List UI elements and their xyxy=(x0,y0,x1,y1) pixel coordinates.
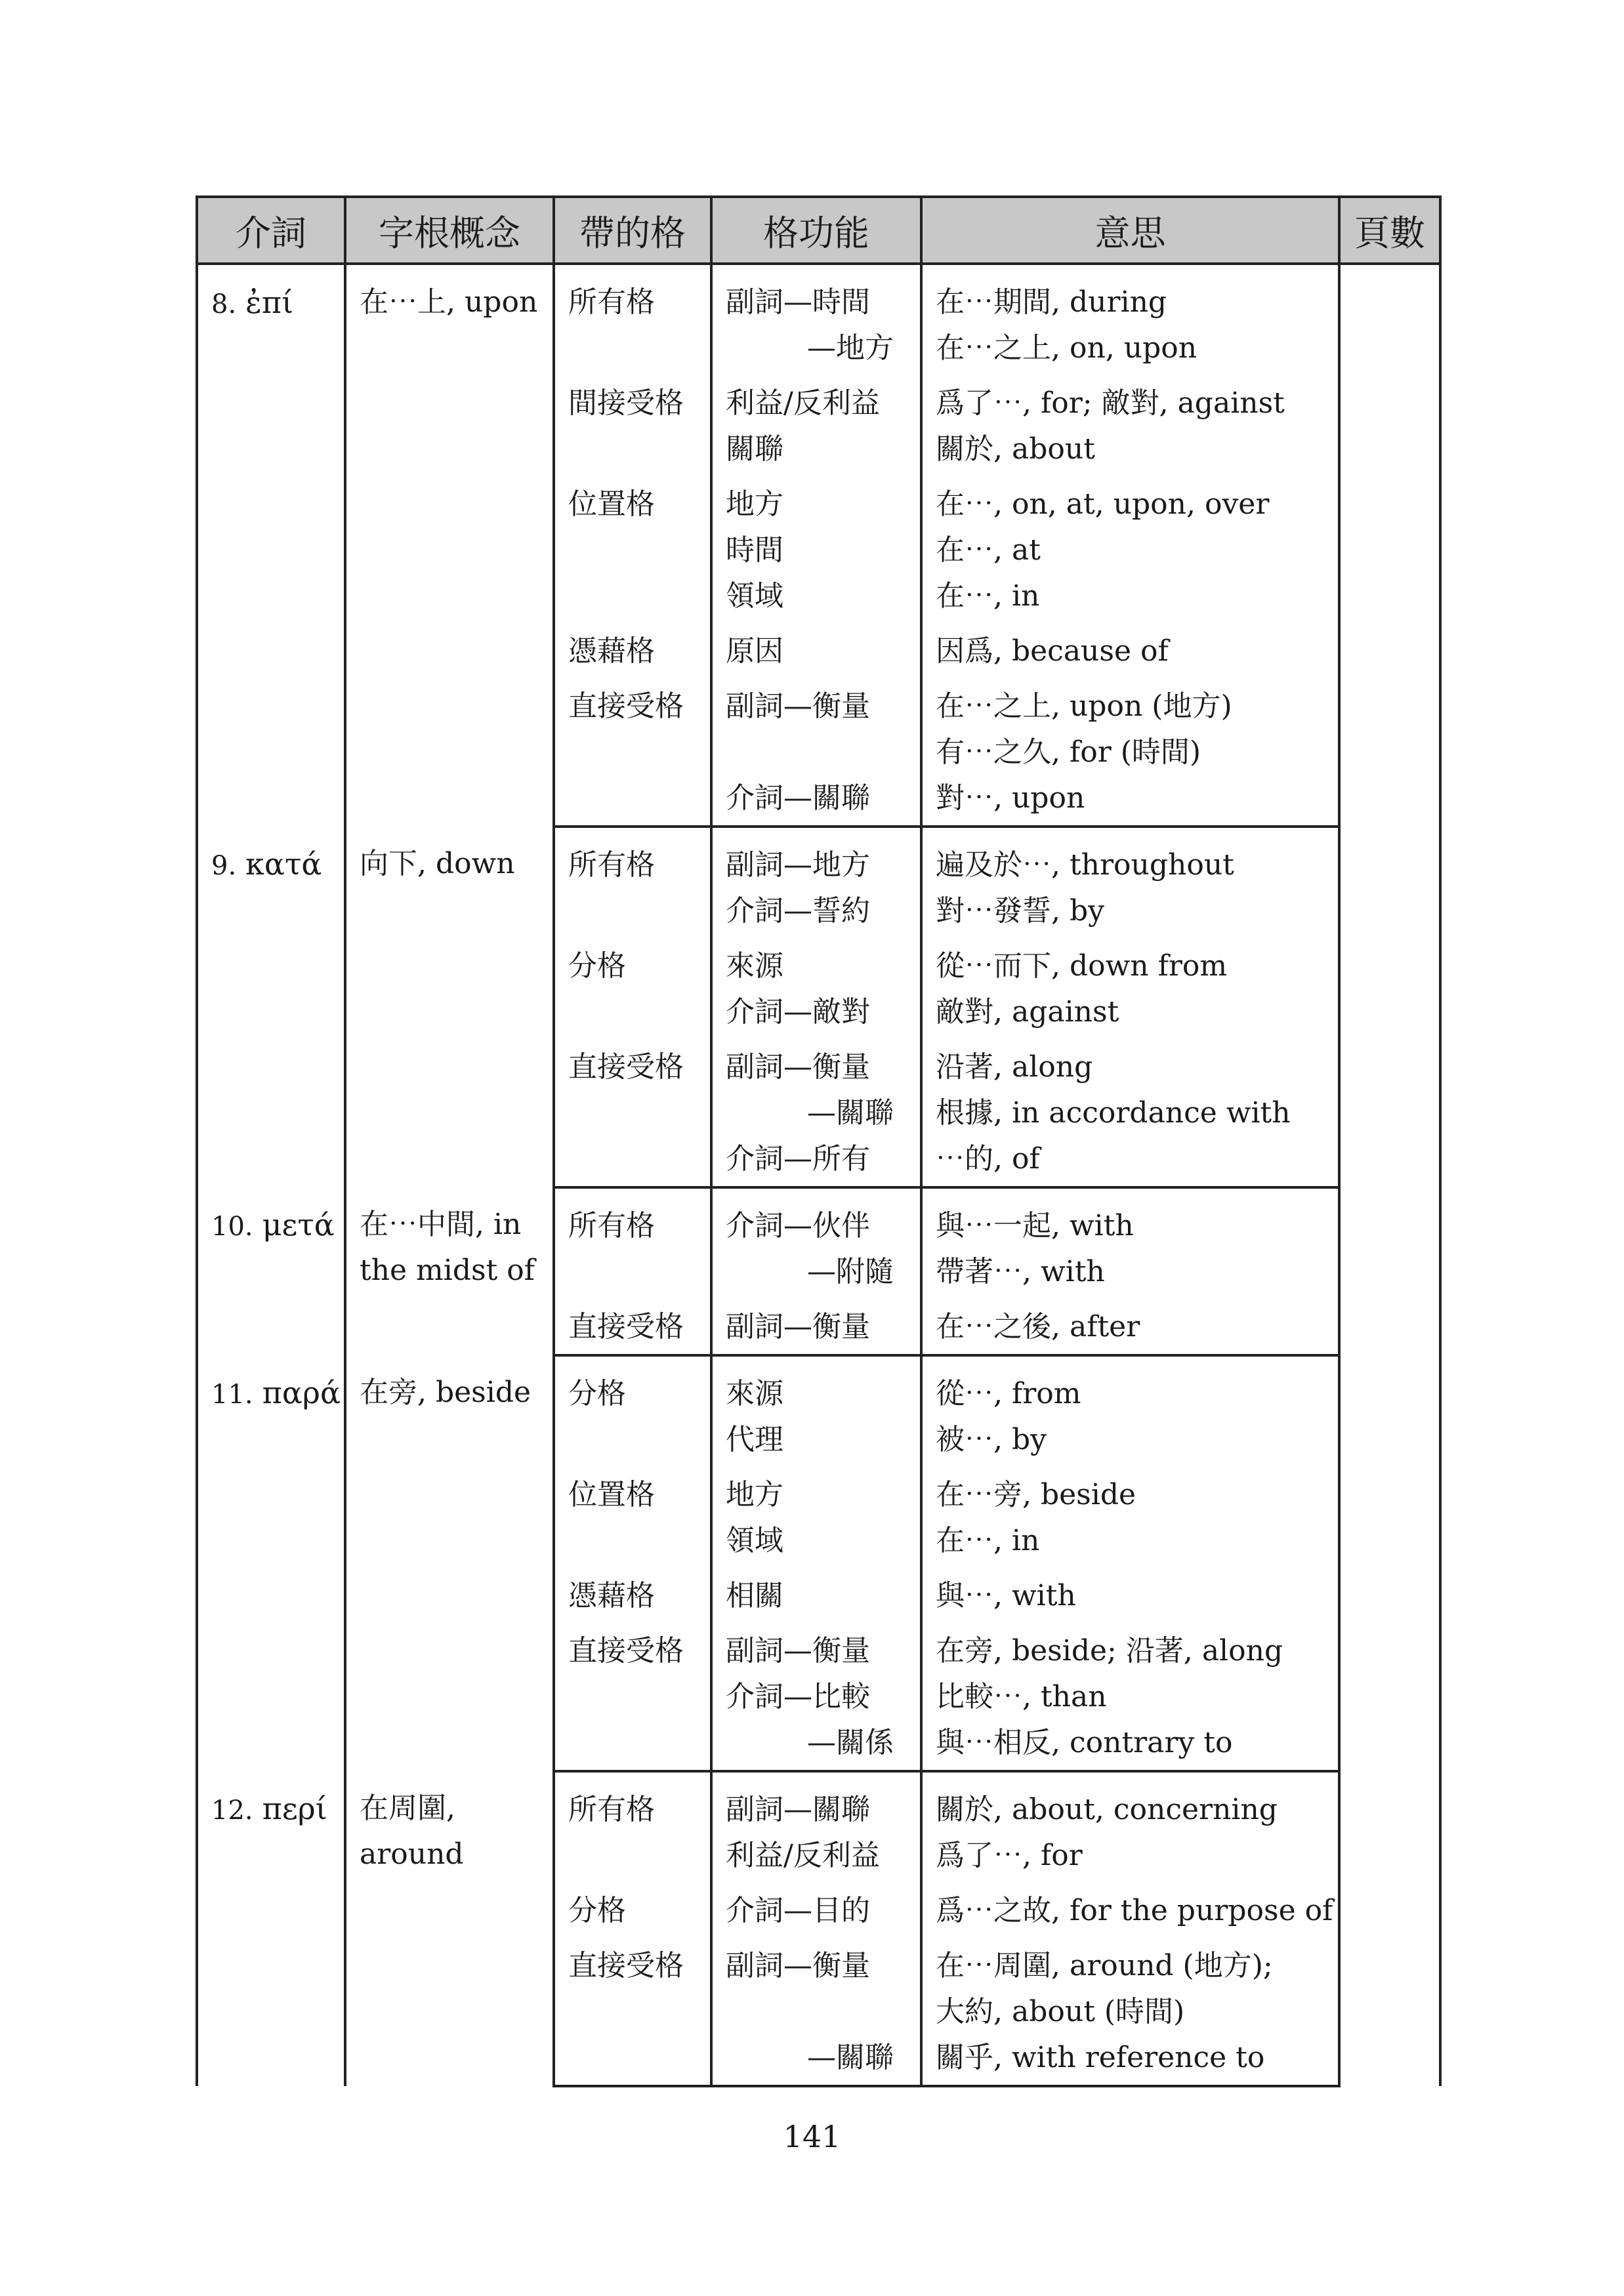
meaning-text: 有⋯之久, for (時間) xyxy=(936,735,1201,769)
page-cell xyxy=(1339,1771,1440,2086)
case-function-text: 來源 xyxy=(726,1377,783,1410)
case-cell xyxy=(554,674,711,827)
meaning-text: 在⋯, at xyxy=(936,533,1041,567)
case-function-text: 領域 xyxy=(726,579,783,613)
page-cell xyxy=(1339,1187,1440,1355)
case-function-cell xyxy=(711,371,921,472)
case-function-text: 介詞—所有 xyxy=(726,1142,870,1176)
case-function-cell xyxy=(711,1355,921,1463)
table-row xyxy=(197,1355,1440,1463)
table-body xyxy=(197,264,1440,2086)
case-function-text: 來源 xyxy=(726,949,783,983)
preposition-cell xyxy=(197,1187,345,1355)
case-function-text: 地方 xyxy=(726,487,783,521)
case-cell xyxy=(554,1355,711,1463)
case-function-text: 介詞—目的 xyxy=(726,1894,870,1927)
case-function-text: 副詞—關聯 xyxy=(726,1793,870,1826)
greek-preposition: περί xyxy=(262,1791,327,1826)
entry-number: 9. xyxy=(211,851,237,881)
case-name: 直接受格 xyxy=(568,1050,684,1084)
case-function-text xyxy=(726,729,920,775)
case-name: 所有格 xyxy=(568,848,655,882)
entry-number: 8. xyxy=(211,289,237,319)
greek-preposition: ἐπί xyxy=(245,285,294,320)
case-name: 分格 xyxy=(568,949,626,983)
case-cell xyxy=(554,1934,711,2086)
case-function-text: 介詞—伙伴 xyxy=(726,1209,870,1242)
meaning-text: 與⋯相反, contrary to xyxy=(936,1726,1233,1759)
case-function-cell xyxy=(711,1934,921,2086)
meaning-text: 遍及於⋯, throughout xyxy=(936,848,1234,882)
case-function-text: 利益/反利益 xyxy=(726,1839,880,1872)
case-function-cell xyxy=(711,472,921,619)
header-page: 頁數 xyxy=(1339,197,1440,264)
meaning-text: 在⋯, in xyxy=(936,1524,1040,1557)
meaning-cell xyxy=(921,827,1339,934)
meaning-text: 在⋯之後, after xyxy=(936,1310,1140,1343)
case-function-cell xyxy=(711,934,921,1035)
greek-preposition: μετά xyxy=(262,1207,335,1242)
case-function-text: 關聯 xyxy=(726,432,783,466)
case-function-text: 介詞—敵對 xyxy=(726,995,870,1029)
case-function-text: 相關 xyxy=(726,1579,783,1612)
meaning-text: 在⋯之上, upon (地方) xyxy=(936,689,1232,723)
root-concept-cell xyxy=(345,1187,554,1355)
preposition-cell xyxy=(197,1771,345,2086)
case-function-text: 地方 xyxy=(726,1478,783,1511)
case-cell xyxy=(554,1187,711,1295)
case-cell xyxy=(554,1564,711,1619)
case-cell xyxy=(554,827,711,934)
case-function-text xyxy=(726,1989,920,2035)
case-name: 憑藉格 xyxy=(568,634,655,668)
meaning-text: 因爲, because of xyxy=(936,634,1169,668)
case-name: 直接受格 xyxy=(568,1310,684,1343)
case-function-cell xyxy=(711,1035,921,1187)
meaning-cell xyxy=(921,1934,1339,2086)
case-function-cell xyxy=(711,1187,921,1295)
meaning-cell xyxy=(921,264,1339,371)
preposition-table xyxy=(196,195,1442,2087)
case-function-text: —關聯 xyxy=(807,2041,894,2074)
header-preposition: 介詞 xyxy=(197,197,345,264)
meaning-cell xyxy=(921,1187,1339,1295)
case-function-text: 時間 xyxy=(726,533,783,567)
meaning-text: 在旁, beside; 沿著, along xyxy=(936,1634,1283,1668)
case-function-text: 利益/反利益 xyxy=(726,386,880,420)
case-function-cell xyxy=(711,1564,921,1619)
case-function-text: 副詞—衡量 xyxy=(726,1634,870,1668)
root-concept-text: around xyxy=(360,1837,464,1871)
case-function-cell xyxy=(711,619,921,674)
entry-number: 11. xyxy=(211,1380,253,1410)
meaning-cell xyxy=(921,674,1339,827)
meaning-text: 與⋯一起, with xyxy=(936,1209,1134,1242)
page-number: 141 xyxy=(783,2119,841,2154)
meaning-text: 在⋯, on, at, upon, over xyxy=(936,487,1270,521)
case-cell xyxy=(554,1463,711,1564)
meaning-text: 從⋯, from xyxy=(936,1377,1081,1410)
case-function-text: 副詞—地方 xyxy=(726,848,870,882)
root-concept-cell xyxy=(345,1355,554,1771)
meaning-text: 在⋯之上, on, upon xyxy=(936,331,1197,365)
case-function-text: 代理 xyxy=(726,1423,783,1456)
root-concept-text: 向下, down xyxy=(360,847,515,880)
case-cell xyxy=(554,1879,711,1934)
meaning-text: 關於, about xyxy=(936,432,1095,466)
meaning-text: 帶著⋯, with xyxy=(936,1255,1105,1288)
meaning-text: 關於, about, concerning xyxy=(936,1793,1278,1826)
header-case: 帶的格 xyxy=(554,197,711,264)
page-cell xyxy=(1339,1355,1440,1771)
case-cell xyxy=(554,371,711,472)
case-name: 位置格 xyxy=(568,1478,655,1511)
case-function-cell xyxy=(711,674,921,827)
case-function-text: 介詞—比較 xyxy=(726,1680,870,1713)
root-concept-cell xyxy=(345,264,554,827)
meaning-cell xyxy=(921,934,1339,1035)
case-name: 直接受格 xyxy=(568,689,684,723)
header-meaning: 意思 xyxy=(921,197,1339,264)
case-function-text: 原因 xyxy=(726,634,783,668)
meaning-text: 對⋯, upon xyxy=(936,781,1085,815)
page-cell xyxy=(1339,827,1440,1187)
meaning-cell xyxy=(921,472,1339,619)
greek-preposition: παρά xyxy=(262,1375,341,1410)
case-name: 所有格 xyxy=(568,285,655,319)
case-name: 分格 xyxy=(568,1377,626,1410)
case-function-cell xyxy=(711,1619,921,1771)
meaning-text: 在⋯周圍, around (地方); xyxy=(936,1949,1273,1982)
root-concept-cell xyxy=(345,1771,554,2086)
case-function-cell xyxy=(711,1463,921,1564)
case-function-cell xyxy=(711,827,921,934)
case-cell xyxy=(554,1035,711,1187)
meaning-text: 根據, in accordance with xyxy=(936,1096,1291,1130)
meaning-text: 在⋯旁, beside xyxy=(936,1478,1136,1511)
meaning-text: 大約, about (時間) xyxy=(936,1995,1185,2028)
meaning-cell xyxy=(921,1771,1339,1879)
case-name: 位置格 xyxy=(568,487,655,521)
case-function-text: 介詞—關聯 xyxy=(726,781,870,815)
meaning-text: 爲了⋯, for; 敵對, against xyxy=(936,386,1285,420)
table-row xyxy=(197,827,1440,934)
root-concept-text: the midst of xyxy=(360,1254,535,1287)
root-concept-text: 在周圍, xyxy=(360,1792,455,1825)
meaning-cell xyxy=(921,371,1339,472)
case-cell xyxy=(554,619,711,674)
case-function-text: 領域 xyxy=(726,1524,783,1557)
meaning-cell xyxy=(921,1564,1339,1619)
entry-number: 10. xyxy=(211,1212,253,1242)
root-concept-text: 在旁, beside xyxy=(360,1376,531,1409)
page-cell xyxy=(1339,264,1440,827)
meaning-text: 對⋯發誓, by xyxy=(936,894,1104,928)
case-function-text: —關係 xyxy=(807,1726,894,1759)
meaning-text: 被⋯, by xyxy=(936,1423,1047,1456)
meaning-text: 在⋯, in xyxy=(936,579,1040,613)
case-function-text: —地方 xyxy=(807,331,894,365)
meaning-cell xyxy=(921,1879,1339,1934)
case-cell xyxy=(554,1295,711,1355)
case-cell xyxy=(554,472,711,619)
case-cell xyxy=(554,1771,711,1879)
case-function-text: —附隨 xyxy=(807,1255,894,1288)
meaning-cell xyxy=(921,619,1339,674)
meaning-cell xyxy=(921,1035,1339,1187)
case-function-cell xyxy=(711,1295,921,1355)
meaning-text: 爲⋯之故, for the purpose of xyxy=(936,1894,1333,1927)
meaning-text: 關乎, with reference to xyxy=(936,2041,1265,2074)
case-cell xyxy=(554,1619,711,1771)
case-function-text: 副詞—衡量 xyxy=(726,689,870,723)
root-concept-cell xyxy=(345,827,554,1187)
table-row xyxy=(197,264,1440,371)
meaning-text: 比較⋯, than xyxy=(936,1680,1107,1713)
header-root-concept: 字根概念 xyxy=(345,197,554,264)
case-cell xyxy=(554,934,711,1035)
meaning-text: 在⋯期間, during xyxy=(936,285,1167,319)
case-name: 分格 xyxy=(568,1894,626,1927)
table-header-row xyxy=(197,197,1440,264)
case-function-text: 介詞—誓約 xyxy=(726,894,870,928)
preposition-cell xyxy=(197,264,345,827)
case-function-text: 副詞—衡量 xyxy=(726,1949,870,1982)
root-concept-text: 在⋯中間, in xyxy=(360,1208,522,1241)
meaning-text: 從⋯而下, down from xyxy=(936,949,1228,983)
meaning-cell xyxy=(921,1619,1339,1771)
entry-number: 12. xyxy=(211,1795,253,1826)
case-name: 所有格 xyxy=(568,1793,655,1826)
case-cell xyxy=(554,264,711,371)
case-function-text: 副詞—衡量 xyxy=(726,1310,870,1343)
meaning-cell xyxy=(921,1463,1339,1564)
meaning-text: 沿著, along xyxy=(936,1050,1093,1084)
case-function-cell xyxy=(711,264,921,371)
header-case-function: 格功能 xyxy=(711,197,921,264)
case-name: 直接受格 xyxy=(568,1634,684,1668)
case-function-cell xyxy=(711,1771,921,1879)
table-row xyxy=(197,1771,1440,1879)
case-function-text: 副詞—時間 xyxy=(726,285,870,319)
meaning-cell xyxy=(921,1355,1339,1463)
greek-preposition: κατά xyxy=(245,846,322,882)
case-name: 所有格 xyxy=(568,1209,655,1242)
meaning-cell xyxy=(921,1295,1339,1355)
preposition-cell xyxy=(197,1355,345,1771)
preposition-cell xyxy=(197,827,345,1187)
meaning-text: ⋯的, of xyxy=(936,1142,1040,1176)
case-function-cell xyxy=(711,1879,921,1934)
meaning-text: 爲了⋯, for xyxy=(936,1839,1083,1872)
case-name: 憑藉格 xyxy=(568,1579,655,1612)
root-concept-text: 在⋯上, upon xyxy=(360,285,538,319)
meaning-text: 與⋯, with xyxy=(936,1579,1076,1612)
meaning-text: 敵對, against xyxy=(936,995,1119,1029)
case-name: 間接受格 xyxy=(568,386,684,420)
case-function-text: 副詞—衡量 xyxy=(726,1050,870,1084)
case-name: 直接受格 xyxy=(568,1949,684,1982)
case-function-text: —關聯 xyxy=(807,1096,894,1130)
table-row xyxy=(197,1187,1440,1295)
